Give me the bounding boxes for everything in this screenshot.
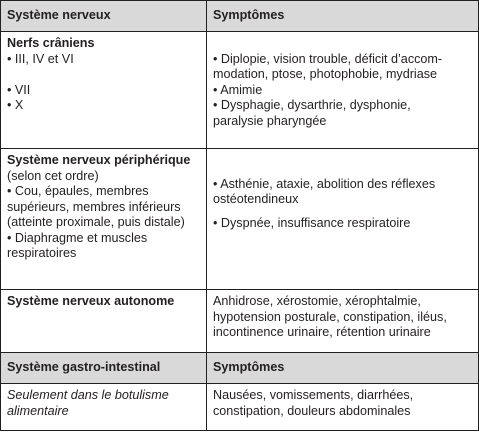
gastro-symptom-line: Nausées, vomissements, diarrhées, bbox=[213, 388, 414, 402]
peripheral-symptom-line: • Asthénie, ataxie, abolition des réflexes bbox=[213, 176, 436, 191]
gastro-line: alimentaire bbox=[7, 403, 69, 418]
cranial-system-cell bbox=[1, 32, 207, 149]
table-row-gastro bbox=[1, 384, 479, 431]
header-gastro-cell: Système gastro-intestinal bbox=[1, 353, 207, 384]
cranial-symptoms-cell bbox=[207, 32, 479, 149]
header-row-nervous bbox=[1, 1, 479, 32]
peripheral-title: Système nerveux périphérique bbox=[7, 153, 191, 167]
peripheral-line: supérieurs, membres inférieurs bbox=[7, 199, 181, 214]
autonomic-title: Système nerveux autonome bbox=[7, 294, 175, 308]
peripheral-symptoms-cell bbox=[207, 149, 479, 290]
cranial-item: • VII bbox=[7, 82, 31, 97]
cranial-symptom-line: • Dysphagie, dysarthrie, dysphonie, bbox=[213, 98, 411, 112]
gastro-line: Seulement dans le botulisme bbox=[7, 388, 169, 402]
header-system-cell: Système nerveux bbox=[1, 1, 207, 32]
autonomic-symptom-line: Anhidrose, xérostomie, xérophtalmie, bbox=[213, 294, 421, 308]
cranial-item: • III, IV et VI bbox=[7, 51, 74, 66]
header-symptoms-cell: Symptômes bbox=[207, 1, 479, 32]
gastro-symptoms-cell bbox=[207, 384, 479, 431]
cranial-symptom-line: modation, ptose, photophobie, mydriase bbox=[213, 67, 438, 81]
peripheral-symptom-line: • Dyspnée, insuffisance respiratoire bbox=[213, 215, 411, 230]
peripheral-system-cell bbox=[1, 149, 207, 290]
peripheral-symptom-line: ostéotendineux bbox=[213, 192, 299, 206]
autonomic-system-cell bbox=[1, 290, 207, 353]
autonomic-symptoms-cell bbox=[207, 290, 479, 353]
header-row-gastro bbox=[1, 353, 479, 384]
cranial-title: Nerfs crâniens bbox=[7, 36, 95, 50]
table-row-autonomic bbox=[1, 290, 479, 353]
gastro-system-cell bbox=[1, 384, 207, 431]
header-symptoms-cell: Symptômes bbox=[207, 353, 479, 384]
peripheral-line: (atteinte proximale, puis distale) bbox=[7, 215, 185, 229]
peripheral-line: (selon cet ordre) bbox=[7, 168, 99, 183]
peripheral-line: • Diaphragme et muscles bbox=[7, 230, 148, 245]
table-row-peripheral bbox=[1, 149, 479, 290]
peripheral-line: • Cou, épaules, membres bbox=[7, 184, 149, 198]
gastro-symptom-line: constipation, douleurs abdominales bbox=[213, 403, 411, 418]
cranial-symptom-line: • Diplopie, vision trouble, déficit d’accom- bbox=[213, 51, 443, 66]
autonomic-symptom-line: incontinence urinaire, rétention urinaire bbox=[213, 325, 431, 339]
autonomic-symptom-line: hypotension posturale, constipation, iléus, bbox=[213, 309, 447, 324]
cranial-symptom-line: paralysie pharyngée bbox=[213, 113, 327, 128]
table-row-cranial bbox=[1, 32, 479, 149]
cranial-symptom-line: • Amimie bbox=[213, 82, 263, 97]
peripheral-line: respiratoires bbox=[7, 246, 77, 260]
cranial-item: • X bbox=[7, 98, 24, 112]
